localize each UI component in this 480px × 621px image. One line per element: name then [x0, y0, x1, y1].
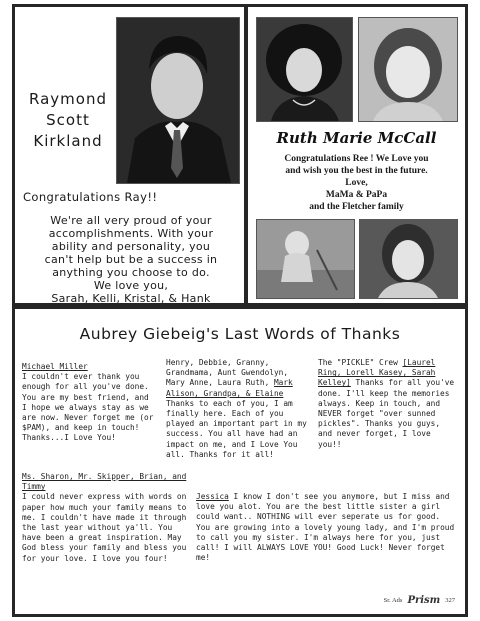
message-line: and wish you the best in the future.: [285, 166, 428, 176]
ruth-school-photo: [359, 219, 458, 299]
section-label: Sr. Ads: [383, 597, 403, 604]
ruth-playground-photo: [256, 219, 355, 299]
thanks-text: I could never express with words on paper how much your family means to me. I couldn't have made it through the last year without ya'll. You have been a great inspiration. May God bless your family and bless you for your love. I love you four!: [22, 492, 187, 563]
thanks-title: Aubrey Giebeig's Last Words of Thanks: [79, 325, 401, 343]
thanks-col-jessica: [196, 492, 458, 563]
recipient-names: Mark Alison, Grandpa, & Elaine: [166, 378, 293, 398]
thanks-col-sharon: [22, 472, 188, 564]
ruth-ad-panel: [248, 7, 465, 303]
message-line: can't help but be a success in: [44, 253, 218, 266]
recipient-heading: Jessica: [196, 492, 229, 501]
raymond-portrait-photo: [116, 17, 240, 184]
ruth-child-portrait-photo: [358, 17, 458, 122]
message-line: Congratulations Ree ! We Love you: [284, 154, 429, 164]
raymond-message: [23, 214, 239, 303]
thanks-col-family: [166, 358, 309, 460]
page-footer: [384, 595, 455, 606]
message-line: Sarah, Kelli, Kristal, & Hank: [51, 292, 211, 303]
message-line: anything you choose to do.: [52, 266, 210, 279]
raymond-congrats-heading: Congratulations Ray!!: [23, 190, 158, 204]
recipient-names: [Laurel Ring, Lorell Kasey, Sarah Kelley]: [318, 358, 436, 388]
yearbook-page: [12, 4, 468, 617]
message-line: MaMa & PaPa: [325, 190, 388, 200]
thanks-text: Henry, Debbie, Granny, Grandmama, Aunt Gwendolyn, Mary Anne, Laura Ruth,: [166, 358, 289, 388]
recipient-heading: Michael Miller: [22, 362, 88, 371]
message-line: We love you,: [93, 279, 169, 292]
raymond-name: [21, 89, 115, 152]
message-line: ability and personality, you: [51, 240, 211, 253]
message-line: We're all very proud of your: [50, 214, 212, 227]
aubrey-thanks-panel: [15, 309, 465, 614]
thanks-text: Thanks for all you've done. I'll keep the memories always. Keep in touch, and NEVER forget "over sunned pickles". Thanks you guys, and never forget, I love you!!: [318, 378, 455, 449]
message-line: and the Fletcher family: [309, 202, 404, 212]
recipient-heading: Ms. Sharon, Mr. Skipper, Brian, and Timmy: [22, 472, 187, 492]
thanks-text: The "PICKLE" Crew: [318, 358, 403, 367]
name-line: Raymond: [29, 90, 107, 108]
message-line: Love,: [345, 178, 368, 188]
ruth-message: [256, 153, 457, 213]
raymond-ad-panel: [15, 7, 244, 303]
ruth-senior-portrait-photo: [256, 17, 353, 122]
name-line: Scott: [46, 111, 90, 129]
thanks-col-michael: [22, 362, 157, 444]
thanks-col-pickle-crew: [318, 358, 458, 450]
thanks-text: I couldn't ever thank you enough for all you've done. You are my best friend, and I hope we always stay as we are now. Never forget me (or $PAM), and keep in touch! Thanks...I Love You!: [22, 372, 154, 443]
message-line: accomplishments. With your: [48, 227, 214, 240]
name-line: Kirkland: [33, 132, 103, 150]
ruth-name-title: Ruth Marie McCall: [276, 129, 437, 147]
yearbook-logo: Prism: [407, 595, 441, 606]
thanks-text: Thanks to each of you, I am finally here. Each of you played an important part in my success. You all have had an impact on me, and I Love You all. Thanks for it all!: [166, 398, 307, 459]
page-number: 327: [445, 597, 455, 604]
thanks-text: I know I don't see you anymore, but I miss and love you alot. You are the best little sister a girl could want.. NOTHING will ever seperate us for good. You are growing into a lovely young lady, and I'm proud to call you my sister. I'm always here for you, just call! I will ALWAYS LOVE YOU! Good Luck! Never forget me!: [196, 492, 455, 563]
